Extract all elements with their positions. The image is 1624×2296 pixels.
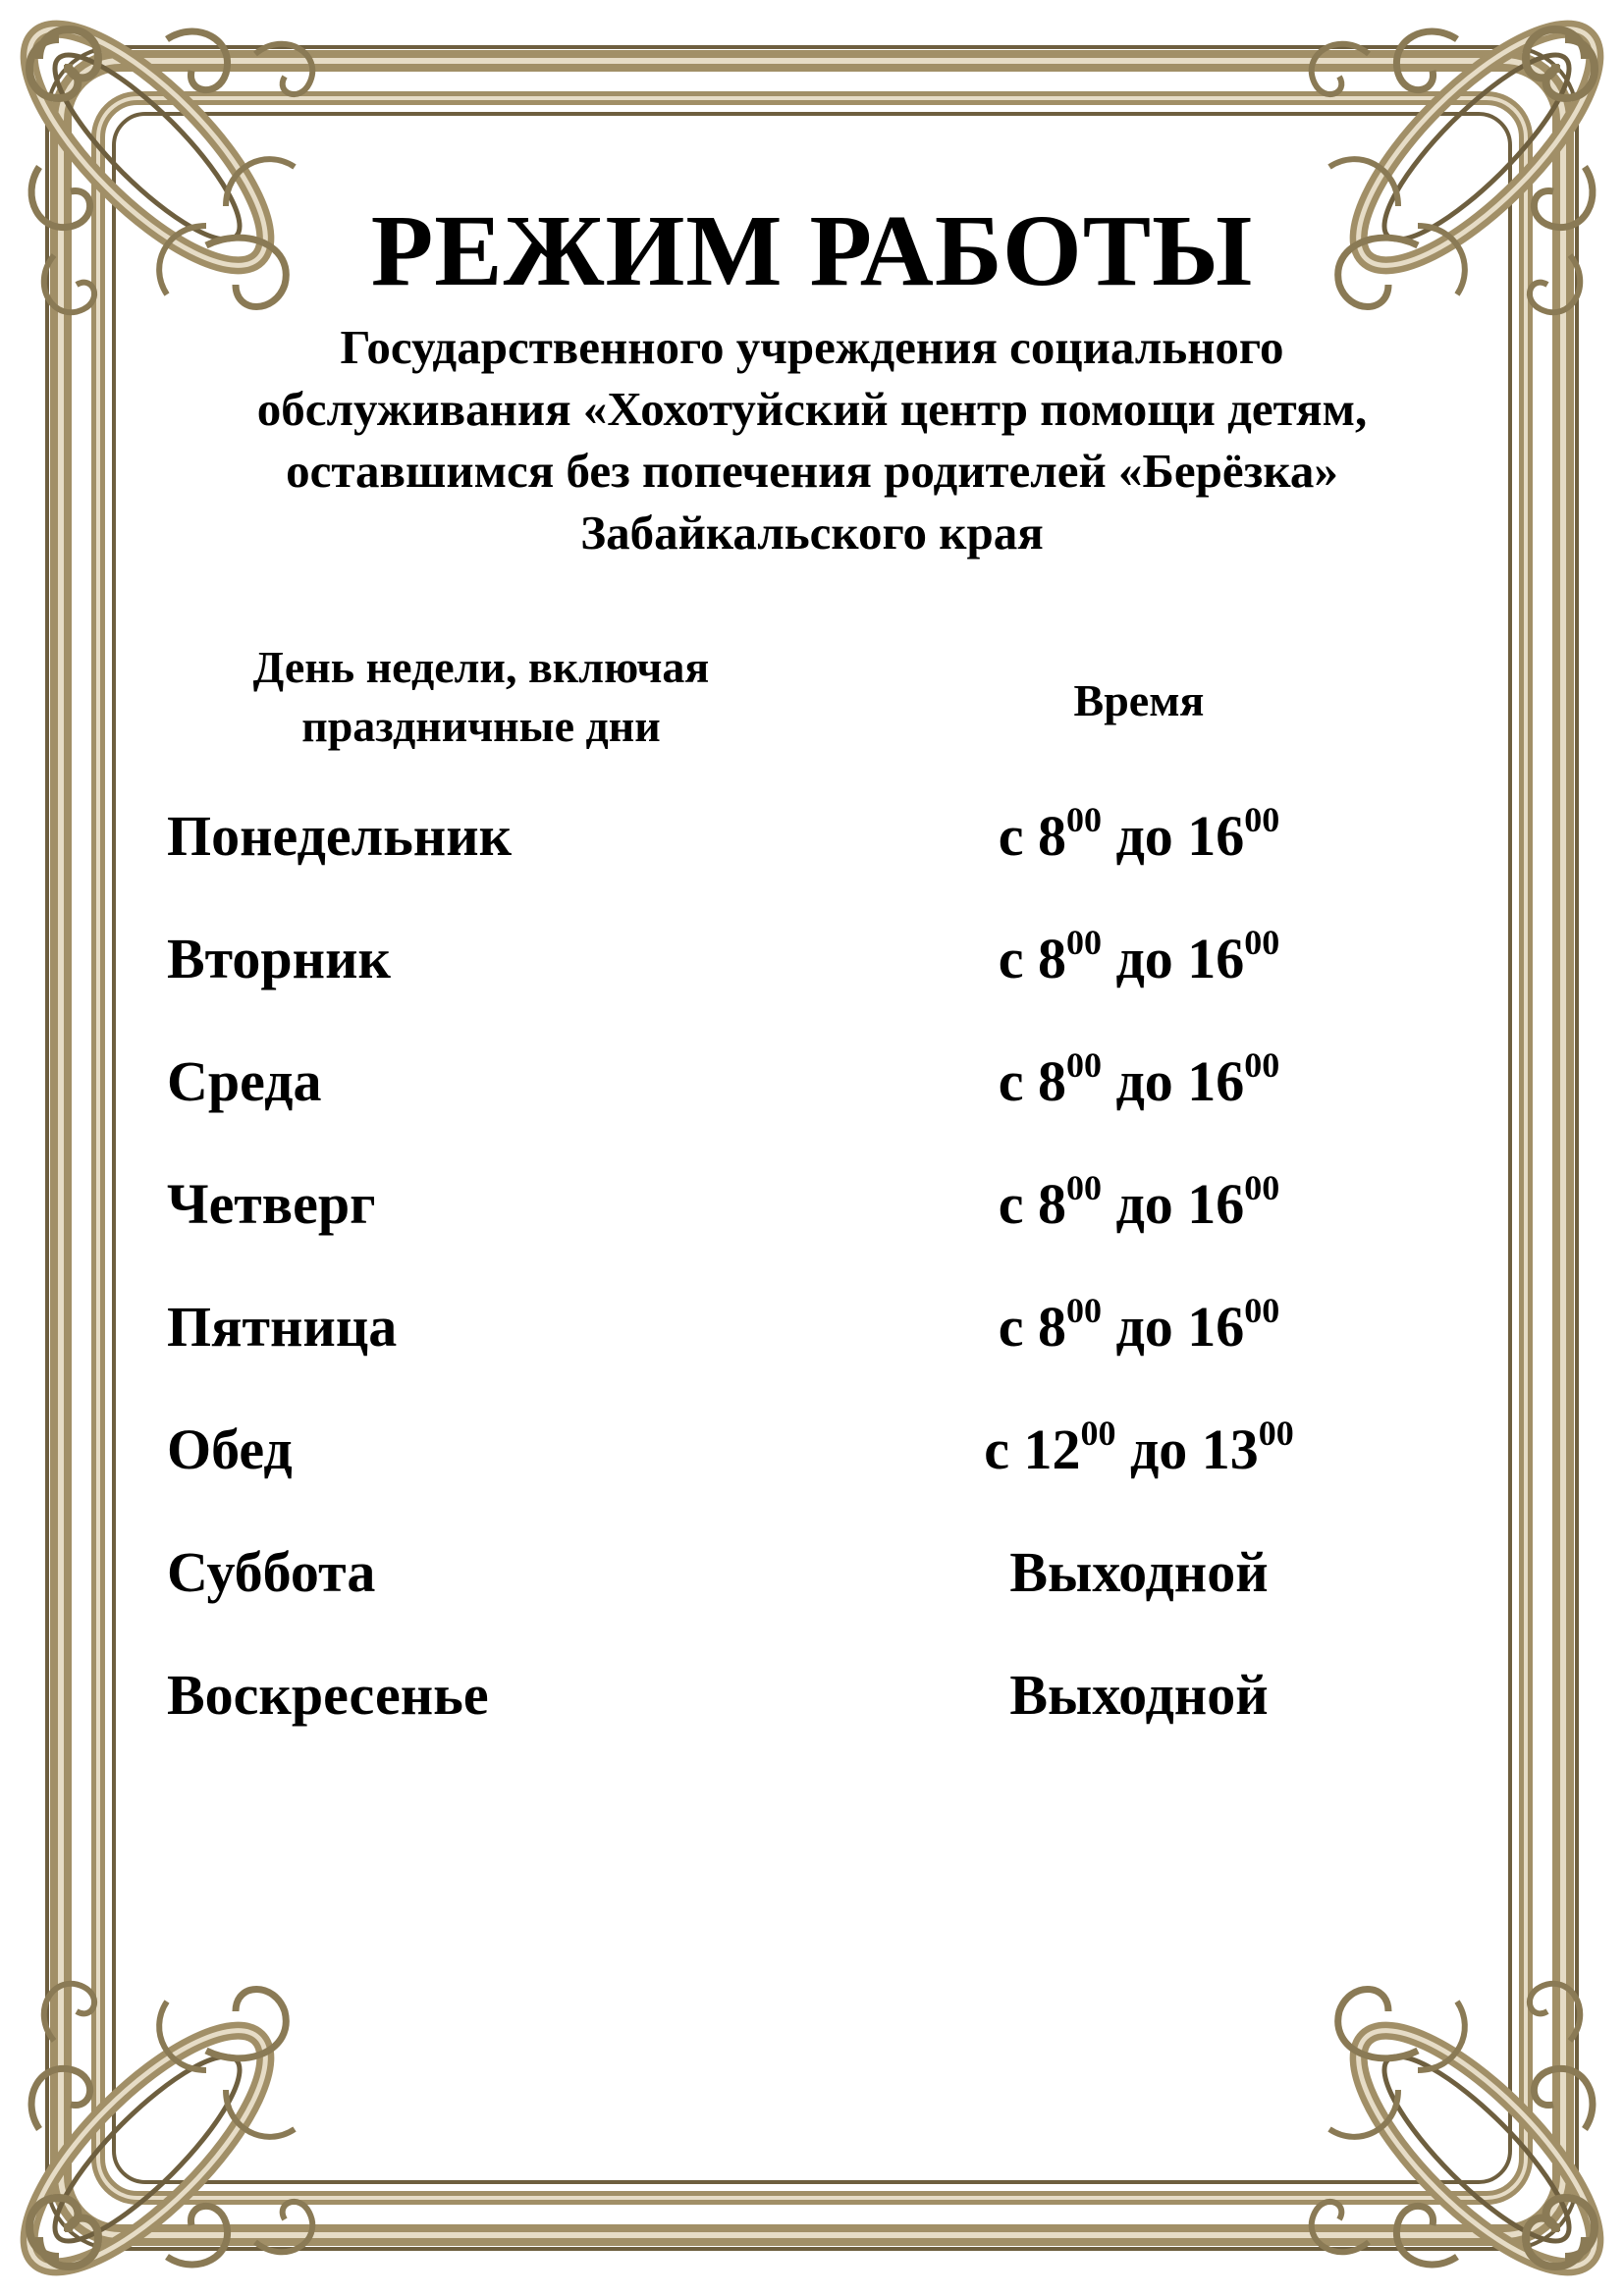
column-header-day — [128, 638, 835, 756]
column-header-time: Время — [1073, 675, 1205, 725]
schedule-day: Понедельник — [167, 804, 513, 868]
schedule-row — [0, 797, 1624, 876]
schedule-row — [0, 1656, 1624, 1735]
schedule-day: Суббота — [167, 1540, 376, 1604]
page-title: РЕЖИМ РАБОТЫ — [370, 194, 1254, 307]
schedule-time: с $8^{00}$ до $16^{00}$ — [998, 1044, 1280, 1113]
column-header-day-line: праздничные дни — [301, 701, 661, 751]
schedule-day: Четверг — [167, 1172, 376, 1236]
institution-name-line: Забайкальского края — [580, 506, 1044, 560]
schedule-row — [0, 1288, 1624, 1366]
schedule-day: Среда — [167, 1049, 322, 1113]
schedule-day-off: Выходной — [1009, 1540, 1269, 1604]
schedule-day: Воскресенье — [167, 1663, 489, 1727]
schedule-day: Пятница — [167, 1295, 398, 1359]
institution-name-line: обслуживания «Хохотуйский центр помощи детям, — [256, 382, 1368, 436]
schedule-row — [0, 920, 1624, 998]
institution-name-line: Государственного учреждения социального — [340, 320, 1284, 374]
column-header-day-line: День недели, включая — [252, 642, 710, 692]
schedule-row-lunch — [0, 1411, 1624, 1489]
schedule-time: с $8^{00}$ до $16^{00}$ — [998, 1290, 1280, 1359]
schedule-day: Обед — [167, 1417, 293, 1481]
schedule-row — [0, 1165, 1624, 1244]
institution-name — [147, 316, 1477, 563]
institution-name-line: оставшимся без попечения родителей «Берёзка» — [286, 444, 1338, 498]
schedule-row — [0, 1042, 1624, 1121]
schedule-row — [0, 1533, 1624, 1612]
schedule-time: с $8^{00}$ до $16^{00}$ — [998, 922, 1280, 990]
schedule-day-off: Выходной — [1009, 1663, 1269, 1727]
schedule-time: с $8^{00}$ до $16^{00}$ — [998, 799, 1280, 868]
schedule-time: с $12^{00}$ до $13^{00}$ — [984, 1413, 1294, 1481]
schedule-time: с $8^{00}$ до $16^{00}$ — [998, 1167, 1280, 1236]
schedule-day: Вторник — [167, 927, 391, 990]
